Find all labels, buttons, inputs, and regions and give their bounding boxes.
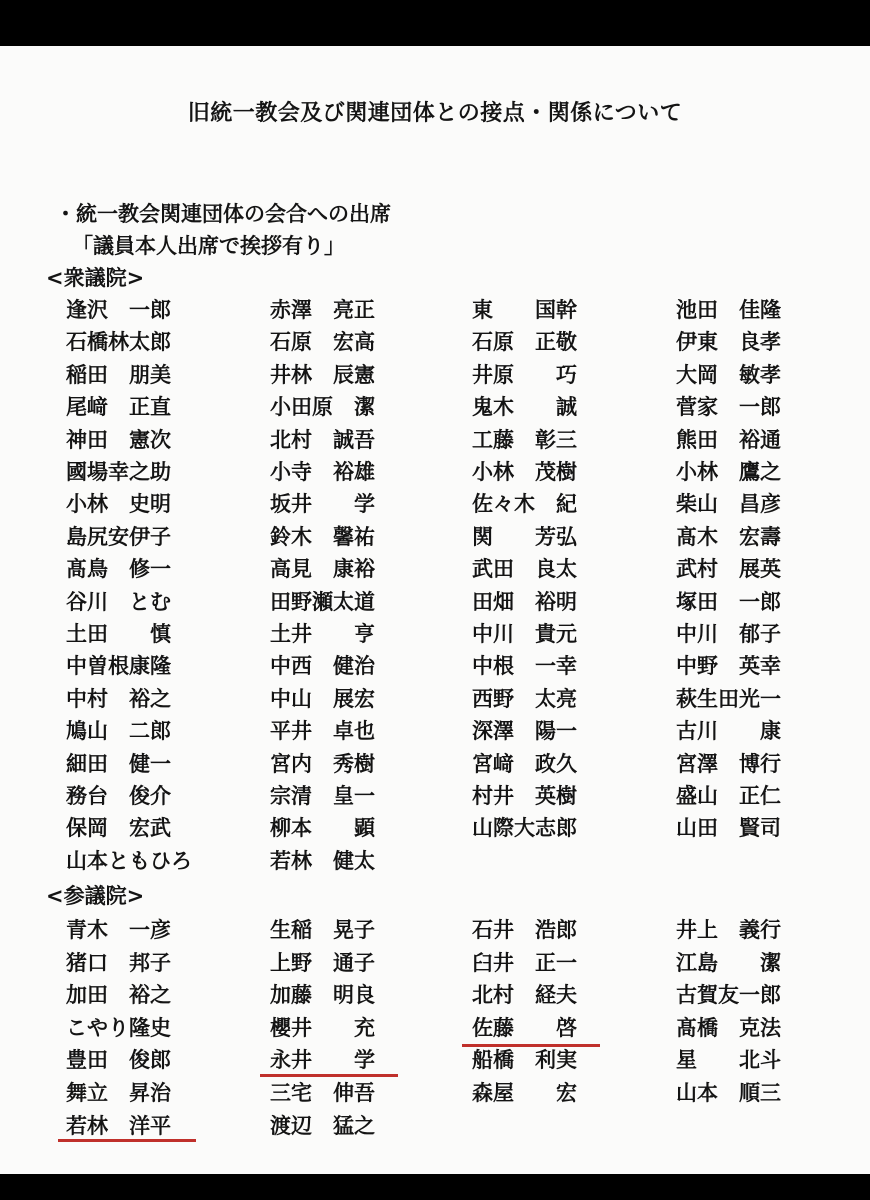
member-name: 若林 健太 (270, 848, 375, 873)
member-name: 田野瀬太道 (270, 589, 375, 614)
member-name: 赤澤 亮正 (270, 298, 375, 322)
member-name: 田畑 裕明 (472, 589, 577, 614)
member-name: 宗清 皇一 (270, 784, 375, 808)
member-name: 盛山 正仁 (676, 784, 781, 808)
member-name: 菅家 一郎 (676, 395, 781, 420)
member-name: 鈴木 馨祐 (270, 524, 375, 549)
member-name: 髙鳥 修一 (66, 557, 171, 582)
member-name: 萩生田光一 (676, 686, 781, 711)
member-name: 中西 健治 (270, 654, 375, 679)
member-name: 尾﨑 正直 (66, 395, 171, 420)
member-name: 森屋 宏 (472, 1081, 577, 1105)
member-name: 小林 茂樹 (472, 460, 577, 484)
member-name: 北村 経夫 (472, 983, 577, 1008)
member-name: 谷川 とむ (66, 589, 171, 614)
member-name: 小寺 裕雄 (270, 460, 375, 484)
top-black-bar (0, 0, 870, 46)
red-underline-nagai-manabu (260, 1074, 398, 1077)
member-name: 生稲 晃子 (270, 918, 375, 942)
member-name: 井林 辰憲 (270, 362, 375, 387)
member-name: 國場幸之助 (66, 460, 171, 484)
member-name: 船橋 利実 (472, 1048, 577, 1073)
member-name: 保岡 宏武 (66, 816, 171, 841)
member-name: 土田 慎 (66, 622, 171, 646)
member-name: 中村 裕之 (66, 686, 171, 711)
member-name: 村井 英樹 (472, 784, 577, 808)
red-underline-sato-kei (462, 1044, 600, 1047)
member-name: 稲田 朋美 (66, 362, 171, 387)
member-name: 石井 浩郎 (472, 918, 577, 942)
member-name: 上野 通子 (270, 950, 375, 975)
member-name: 武村 展英 (676, 557, 781, 582)
member-name: 中野 英幸 (676, 654, 781, 679)
member-name: 山本 順三 (676, 1081, 781, 1105)
member-name: 星 北斗 (676, 1048, 781, 1073)
section-subheading: 「議員本人出席で挨拶有り」 (72, 234, 345, 258)
member-name: 髙橋 克法 (676, 1015, 781, 1040)
member-name: 坂井 学 (270, 492, 375, 517)
member-name: 宮﨑 政久 (472, 751, 577, 776)
member-name: 鬼木 誠 (472, 395, 577, 420)
member-name: 舞立 昇治 (66, 1081, 171, 1105)
member-name: 山本ともひろ (66, 848, 192, 873)
member-name: 高見 康裕 (270, 557, 375, 582)
bottom-black-bar (0, 1174, 870, 1200)
member-name: 宮内 秀樹 (270, 751, 375, 776)
member-name: 土井 亨 (270, 622, 375, 646)
member-name: 渡辺 猛之 (270, 1113, 375, 1138)
member-name: 石橋林太郎 (66, 330, 171, 355)
member-name: 西野 太亮 (472, 686, 577, 711)
member-name: 島尻安伊子 (66, 524, 171, 549)
member-name: 小林 史明 (66, 492, 171, 517)
member-name: 鳩山 二郎 (66, 719, 171, 744)
house-of-representatives-label: <衆議院> (46, 266, 145, 290)
member-name: 青木 一彦 (66, 918, 171, 942)
member-name: 井上 義行 (676, 918, 781, 942)
member-name: 髙木 宏壽 (676, 524, 781, 549)
member-name: 宮澤 博行 (676, 751, 781, 776)
document-title: 旧統一教会及び関連団体との接点・関係について (187, 101, 683, 126)
member-name: 加藤 明良 (270, 983, 375, 1008)
member-name: 中山 展宏 (270, 686, 375, 711)
member-name: 伊東 良孝 (676, 330, 781, 355)
member-name: 櫻井 充 (270, 1015, 375, 1040)
member-name: 務台 俊介 (66, 784, 171, 808)
member-name: 大岡 敏孝 (676, 362, 781, 387)
member-name: こやり隆史 (66, 1015, 171, 1040)
member-name: 東 国幹 (472, 298, 577, 322)
member-name: 平井 卓也 (270, 719, 375, 744)
member-name: 中根 一幸 (472, 654, 577, 679)
member-name: 中曽根康隆 (66, 654, 171, 679)
member-name: 佐々木 紀 (472, 492, 577, 517)
member-name: 小田原 潔 (270, 395, 375, 420)
member-name: 神田 憲次 (66, 427, 171, 452)
member-name: 工藤 彰三 (472, 427, 577, 452)
member-name: 江島 潔 (676, 950, 781, 975)
member-name: 細田 健一 (66, 751, 171, 776)
red-underline-wakabayashi-yohei (58, 1139, 196, 1142)
member-name: 北村 誠吾 (270, 427, 375, 452)
member-name: 山際大志郎 (472, 816, 577, 841)
member-name: 古賀友一郎 (676, 983, 781, 1008)
member-name: 逢沢 一郎 (66, 298, 171, 322)
member-name: 塚田 一郎 (676, 589, 781, 614)
member-name: 石原 宏高 (270, 330, 375, 355)
member-name: 佐藤 啓 (472, 1015, 577, 1040)
member-name: 豊田 俊郎 (66, 1048, 171, 1073)
member-name: 石原 正敬 (472, 330, 577, 355)
member-name: 柴山 昌彦 (676, 492, 781, 517)
member-name: 関 芳弘 (472, 524, 577, 549)
member-name: 臼井 正一 (472, 950, 577, 975)
section-heading: ・統一教会関連団体の会合への出席 (55, 202, 391, 226)
member-name: 熊田 裕通 (676, 427, 781, 452)
member-name: 井原 巧 (472, 362, 577, 387)
member-name: 三宅 伸吾 (270, 1081, 375, 1105)
member-name: 武田 良太 (472, 557, 577, 582)
member-name: 永井 学 (270, 1048, 375, 1073)
member-name: 若林 洋平 (66, 1113, 171, 1138)
house-of-councillors-label: <参議院> (46, 884, 145, 908)
member-name: 小林 鷹之 (676, 460, 781, 484)
member-name: 中川 郁子 (676, 622, 781, 646)
member-name: 深澤 陽一 (472, 719, 577, 744)
member-name: 池田 佳隆 (676, 298, 781, 322)
member-name: 山田 賢司 (676, 816, 781, 841)
member-name: 柳本 顕 (270, 816, 375, 841)
member-name: 加田 裕之 (66, 983, 171, 1008)
member-name: 中川 貴元 (472, 622, 577, 646)
member-name: 古川 康 (676, 719, 781, 744)
member-name: 猪口 邦子 (66, 950, 171, 975)
